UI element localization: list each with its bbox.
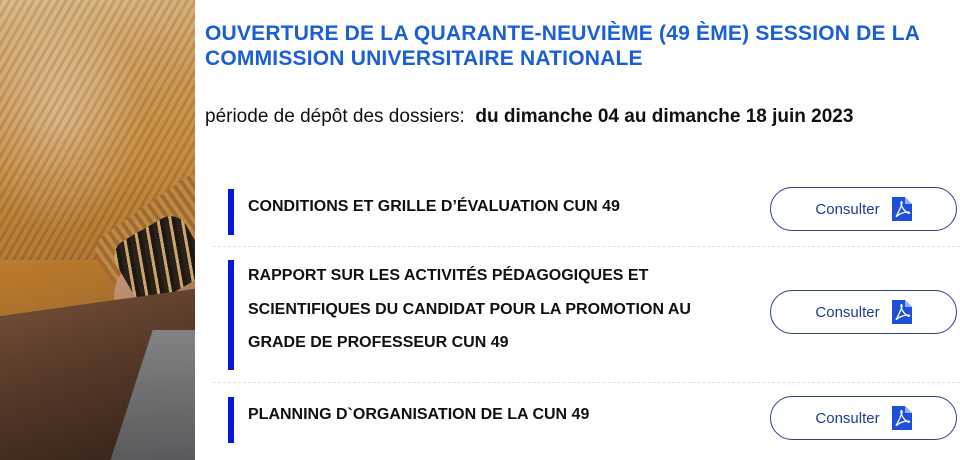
document-title: PLANNING D`ORGANISATION DE LA CUN 49 <box>248 406 590 423</box>
consult-button[interactable] <box>770 396 957 440</box>
consult-button-label: Consulter <box>815 303 880 321</box>
accent-bar <box>228 397 234 443</box>
accent-bar <box>228 189 234 235</box>
period-label: période de dépôt des dossiers: <box>205 106 465 127</box>
submission-period <box>205 98 960 136</box>
accent-bar <box>228 260 234 370</box>
document-title: CONDITIONS ET GRILLE D’ÉVALUATION CUN 49 <box>248 198 620 215</box>
document-title: RAPPORT SUR LES ACTIVITÉS PÉDAGOGIQUES ET SCIENTIFIQUES DU CANDIDAT POUR LA PROMOTION AU GRADE DE PROFESSEUR CUN 49 <box>248 267 691 351</box>
pdf-icon <box>892 197 912 221</box>
document-row <box>213 246 960 383</box>
page-title: OUVERTURE DE LA QUARANTE-NEUVIÈME (49 ÈME) SESSION DE LA COMMISSION UNIVERSITAIRE NATIONALE <box>205 22 920 70</box>
decorative-photo <box>0 0 195 460</box>
document-row <box>213 382 960 460</box>
consult-button[interactable] <box>770 290 957 334</box>
consult-button-label: Consulter <box>815 200 880 218</box>
pdf-icon <box>892 406 912 430</box>
period-dates: du dimanche 04 au dimanche 18 juin 2023 <box>475 106 854 127</box>
consult-button[interactable] <box>770 187 957 231</box>
consult-button-label: Consulter <box>815 409 880 427</box>
pdf-icon <box>892 300 912 324</box>
document-row <box>213 186 960 247</box>
